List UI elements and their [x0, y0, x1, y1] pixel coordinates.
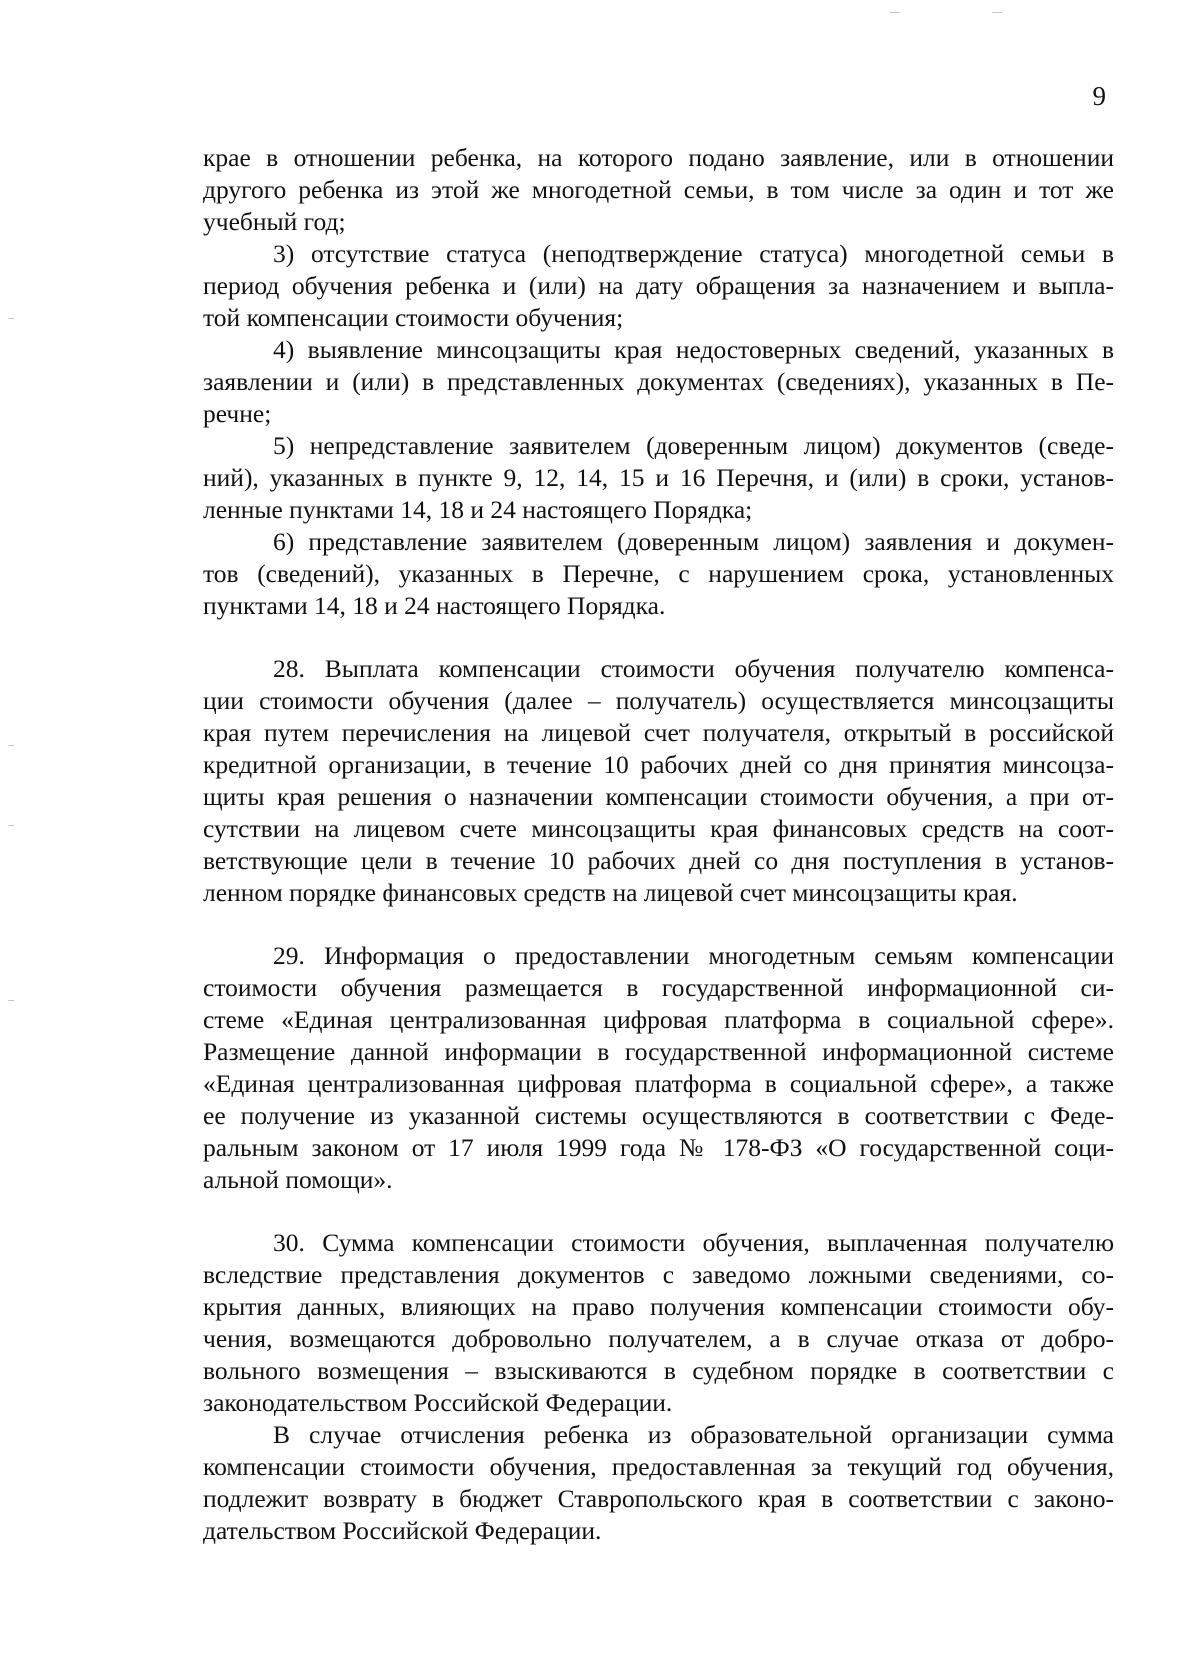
text-line: 28. Выплата компенсации стоимости обучения получателю компенса- [273, 654, 1114, 683]
scan-margin-mark [8, 1000, 14, 1001]
text-line: ральным законом от 17 июля 1999 года № 178-ФЗ «О государственной соци- [203, 1133, 1114, 1162]
text-line: щиты края решения о назначении компенсации стоимости обучения, а при от- [203, 782, 1114, 811]
text-line: тов (сведений), указанных в Перечне, с нарушением срока, установленных [203, 559, 1114, 588]
scan-margin-mark [8, 318, 14, 319]
text-line: Размещение данной информации в государственной информационной системе [203, 1037, 1114, 1066]
text-line: компенсации стоимости обучения, предоставленная за текущий год обучения, [203, 1452, 1114, 1481]
scan-margin-mark [8, 745, 14, 746]
section-29 [203, 940, 1114, 1196]
text-line: другого ребенка из этой же многодетной семьи, в том числе за один и тот же [203, 175, 1114, 204]
scan-margin-mark [890, 12, 900, 13]
text-line: альной помощи». [203, 1165, 393, 1194]
text-line: 6) представление заявителем (доверенным лицом) заявления и докумен- [273, 527, 1114, 556]
text-line: В случае отчисления ребенка из образовательной организации сумма [273, 1420, 1114, 1449]
scan-margin-mark [992, 12, 1002, 13]
text-line: учебный год; [203, 207, 346, 236]
text-line: ции стоимости обучения (далее – получатель) осуществляется минсоцзащиты [203, 686, 1114, 715]
list-item-5 [203, 430, 1114, 526]
text-line: кредитной организации, в течение 10 рабочих дней со дня принятия минсоцза- [203, 750, 1114, 779]
text-line: крае в отношении ребенка, на которого подано заявление, или в отношении [203, 143, 1114, 172]
text-line: заявлении и (или) в представленных документах (сведениях), указанных в Пе- [203, 367, 1114, 396]
text-line: той компенсации стоимости обучения; [203, 303, 624, 332]
text-line: 4) выявление минсоцзащиты края недостоверных сведений, указанных в [273, 335, 1114, 364]
text-line: вследствие представления документов с заведомо ложными сведениями, со- [203, 1260, 1114, 1289]
text-line: 3) отсутствие статуса (неподтверждение статуса) многодетной семьи в [273, 239, 1114, 268]
text-line: 30. Сумма компенсации стоимости обучения, выплаченная получателю [273, 1228, 1114, 1257]
list-item-4 [203, 334, 1114, 430]
text-line: пунктами 14, 18 и 24 настоящего Порядка. [203, 591, 666, 620]
section-30-continuation [203, 1419, 1114, 1547]
text-line: ленные пунктами 14, 18 и 24 настоящего Порядка; [203, 495, 753, 524]
text-line: речне; [203, 399, 272, 428]
section-28 [203, 653, 1114, 909]
text-line: чения, возмещаются добровольно получателем, а в случае отказа от добро- [203, 1324, 1114, 1353]
text-line: ленном порядке финансовых средств на лицевой счет минсоцзащиты края. [203, 878, 1018, 907]
document-body [203, 142, 1114, 1547]
text-line: дательством Российской Федерации. [203, 1516, 602, 1545]
text-line: «Единая централизованная цифровая платформа в социальной сфере», а также [203, 1069, 1114, 1098]
paragraph-continuation [203, 142, 1114, 238]
text-line: ний), указанных в пункте 9, 12, 14, 15 и 16 Перечня, и (или) в сроки, установ- [203, 463, 1114, 492]
section-30 [203, 1227, 1114, 1419]
text-line: 5) непредставление заявителем (доверенным лицом) документов (сведе- [273, 431, 1114, 460]
text-line: вольного возмещения – взыскиваются в судебном порядке в соответствии с [203, 1356, 1114, 1385]
text-line: подлежит возврату в бюджет Ставропольского края в соответствии с законо- [203, 1484, 1114, 1513]
text-line: сутствии на лицевом счете минсоцзащиты края финансовых средств на соот- [203, 814, 1114, 843]
list-item-3 [203, 238, 1114, 334]
text-line: период обучения ребенка и (или) на дату обращения за назначением и выпла- [203, 271, 1114, 300]
text-line: ее получение из указанной системы осуществляются в соответствии с Феде- [203, 1101, 1114, 1130]
text-line: ветствующие цели в течение 10 рабочих дней со дня поступления в установ- [203, 846, 1114, 875]
text-line: края путем перечисления на лицевой счет получателя, открытый в российской [203, 718, 1114, 747]
list-item-6 [203, 526, 1114, 622]
page-number: 9 [1092, 81, 1106, 111]
text-line: 29. Информация о предоставлении многодетным семьям компенсации [273, 941, 1114, 970]
text-line: законодательством Российской Федерации. [203, 1388, 673, 1417]
text-line: стеме «Единая централизованная цифровая платформа в социальной сфере». [203, 1005, 1114, 1034]
scan-margin-mark [8, 825, 14, 826]
text-line: крытия данных, влияющих на право получения компенсации стоимости обу- [203, 1292, 1114, 1321]
text-line: стоимости обучения размещается в государственной информационной си- [203, 973, 1114, 1002]
